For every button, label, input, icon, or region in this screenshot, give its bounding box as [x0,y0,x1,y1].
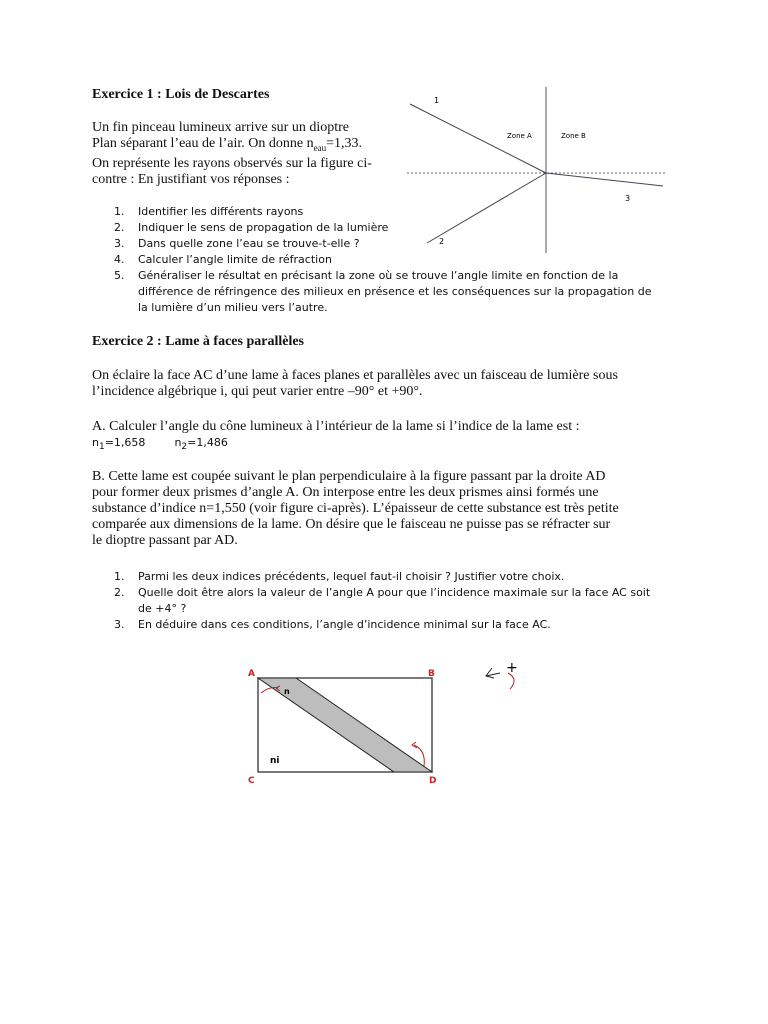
vertex-c-label: C [248,776,255,786]
intro-line-3: On représente les rayons observés sur la figure ci- [92,155,372,171]
plus-sign: + [506,662,518,676]
part-b-line: le dioptre passant par AD. [92,533,238,548]
n-eau-subscript: eau [313,142,327,153]
ray-3-label: 3 [625,194,631,203]
list-item: 3. Dans quelle zone l’eau se trouve-t-elle ? [114,237,360,250]
para1-line-2: l’incidence algébrique i, qui peut varier entre –90° et +90°. [92,384,423,399]
list-item: 2. Quelle doit être alors la valeur de l’angle A pour que l’incidence maximale sur la face AC soit [114,586,651,599]
refraction-figure [405,85,670,255]
list-item: 3. En déduire dans ces conditions, l’angle d’incidence minimal sur la face AC. [114,618,551,631]
ray-2-label: 2 [439,237,445,246]
vertex-d-label: D [429,776,437,786]
part-b-line: substance d’indice n=1,550 (voir figure ci-après). L’épaisseur de cette substance est très petite [92,501,619,516]
part-b-line: B. Cette lame est coupée suivant le plan perpendiculaire à la figure passant par la droite AD [92,469,606,484]
ray-2 [427,173,546,243]
intro-line-1: Un fin pinceau lumineux arrive sur un dioptre [92,120,349,135]
part-b-text [92,469,619,549]
ray-3 [546,173,663,186]
list-item-continued: la lumière d’un milieu vers l’autre. [138,301,328,314]
exercise-1-title: Exercice 1 : Lois de Descartes [92,87,270,102]
indices-line [92,436,228,452]
prism-figure [240,662,530,787]
vertex-a-label: A [248,669,255,679]
sign-convention-arrow [486,668,494,678]
part-b-line: comparée aux dimensions de la lame. On désire que le faisceau ne puisse pas se réfracter sur [92,517,611,532]
exercise-2-questions [114,569,650,633]
vertex-b-label: B [428,669,435,679]
n-label: n [284,687,290,696]
n2-value: $n_2=1,486$ [174,436,228,453]
zone-a-label: Zone A [507,132,532,140]
list-item: 2. Indiquer le sens de propagation de la lumière [114,221,389,234]
list-item: 5. Généraliser le résultat en précisant la zone où se trouve l’angle limite en fonction de la [114,269,619,282]
exercise-1-intro [92,120,372,188]
intro-line-4: contre : En justifiant vos réponses : [92,171,290,187]
ray-1-label: 1 [434,96,440,105]
list-item: 1. Identifier les différents rayons [114,205,304,218]
exercise-2-para1 [92,368,618,400]
part-b-line: pour former deux prismes d’angle A. On interpose entre les deux prismes ainsi formés une [92,485,599,500]
list-item: 4. Calculer l’angle limite de réfraction [114,253,332,266]
zone-b-label: Zone B [561,132,586,140]
list-item: 1. Parmi les deux indices précédents, lequel faut-il choisir ? Justifier votre choix. [114,570,565,583]
part-a-text: A. Calculer l’angle du cône lumineux à l’intérieur de la lame si l’indice de la lame est : [92,419,580,434]
intro-line-2: Plan séparant l’eau de l’air. On donne $n_{eau}=1,33$. [92,136,362,153]
list-item-continued: de +4° ? [138,602,187,615]
para1-line-1: On éclaire la face AC d’une lame à faces planes et parallèles avec un faisceau de lumière sous [92,368,618,383]
ni-label: ni [270,756,280,766]
list-item-continued: différence de réfringence des milieux en présence et les conséquences sur la propagation de [138,285,652,298]
exercise-2-title: Exercice 2 : Lame à faces parallèles [92,334,305,349]
n1-value: $n_1=1,658$ [92,436,146,453]
